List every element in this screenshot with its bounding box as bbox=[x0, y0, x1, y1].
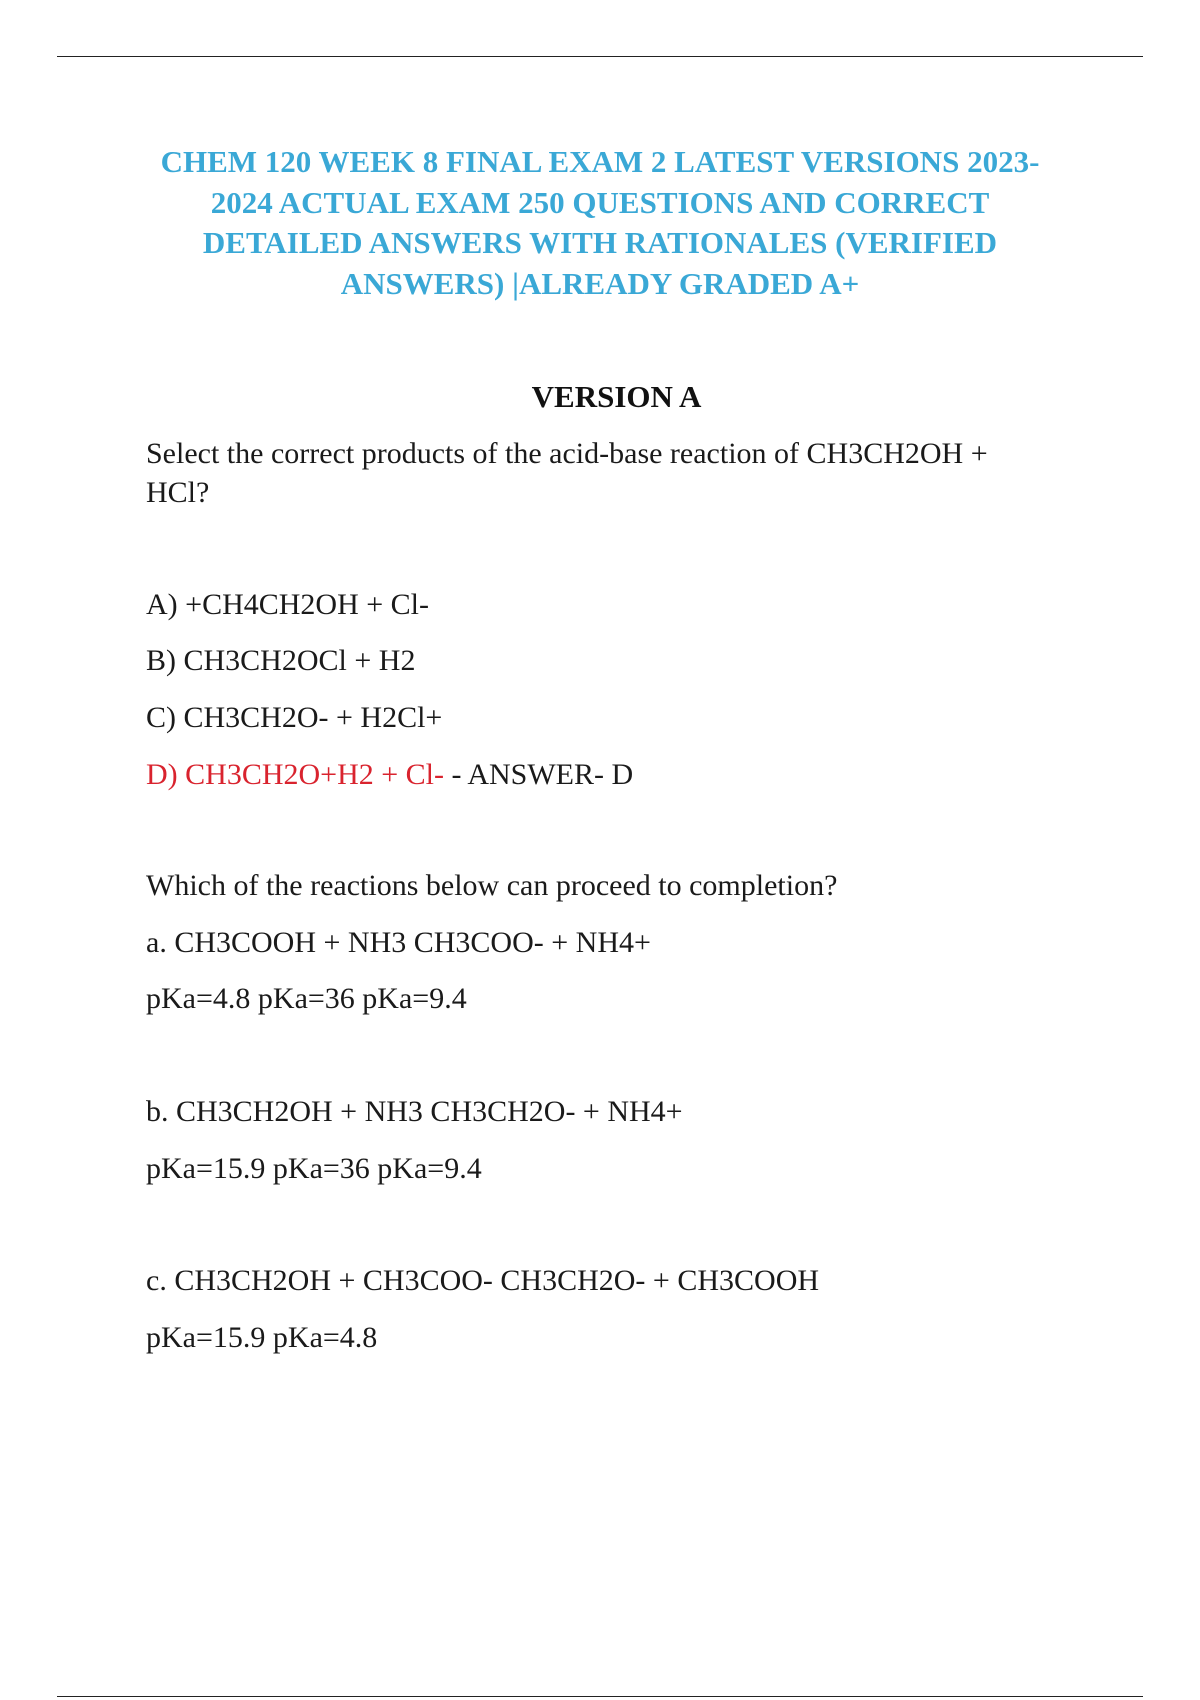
q1-answer-label: - ANSWER- D bbox=[444, 758, 634, 791]
q2-pka-a: pKa=4.8 pKa=36 pKa=9.4 bbox=[146, 982, 467, 1015]
q1-option-d bbox=[146, 756, 633, 794]
q1-option-b: B) CH3CH2OCl + H2 bbox=[146, 644, 416, 677]
version-heading: VERSION A bbox=[531, 379, 702, 414]
q2-reaction-a: a. CH3COOH + NH3 CH3COO- + NH4+ bbox=[146, 926, 651, 959]
q1-option-c: C) CH3CH2O- + H2Cl+ bbox=[146, 701, 443, 734]
title-line-1: CHEM 120 WEEK 8 FINAL EXAM 2 LATEST VERSIONS 2023- bbox=[160, 144, 1040, 179]
q2-pka-c: pKa=15.9 pKa=4.8 bbox=[146, 1321, 378, 1354]
title-line-3: DETAILED ANSWERS WITH RATIONALES (VERIFIED bbox=[202, 225, 998, 260]
q1-question-line-2: HCl? bbox=[146, 476, 210, 509]
q1-question-line-1: Select the correct products of the acid-base reaction of CH3CH2OH + bbox=[146, 437, 988, 470]
q2-question: Which of the reactions below can proceed to completion? bbox=[146, 869, 838, 902]
q2-pka-b: pKa=15.9 pKa=36 pKa=9.4 bbox=[146, 1152, 482, 1185]
q2-reaction-c: c. CH3CH2OH + CH3COO- CH3CH2O- + CH3COOH bbox=[146, 1264, 820, 1297]
bottom-divider bbox=[57, 1696, 1143, 1697]
top-divider bbox=[57, 56, 1143, 57]
title-line-4: ANSWERS) |ALREADY GRADED A+ bbox=[340, 265, 860, 301]
document-title bbox=[100, 142, 1100, 304]
title-line-2: 2024 ACTUAL EXAM 250 QUESTIONS AND CORRECT bbox=[210, 184, 990, 220]
q2-reaction-b: b. CH3CH2OH + NH3 CH3CH2O- + NH4+ bbox=[146, 1095, 683, 1128]
q1-option-a: A) +CH4CH2OH + Cl- bbox=[146, 588, 430, 621]
q1-correct-option: D) CH3CH2O+H2 + Cl- bbox=[146, 758, 445, 791]
